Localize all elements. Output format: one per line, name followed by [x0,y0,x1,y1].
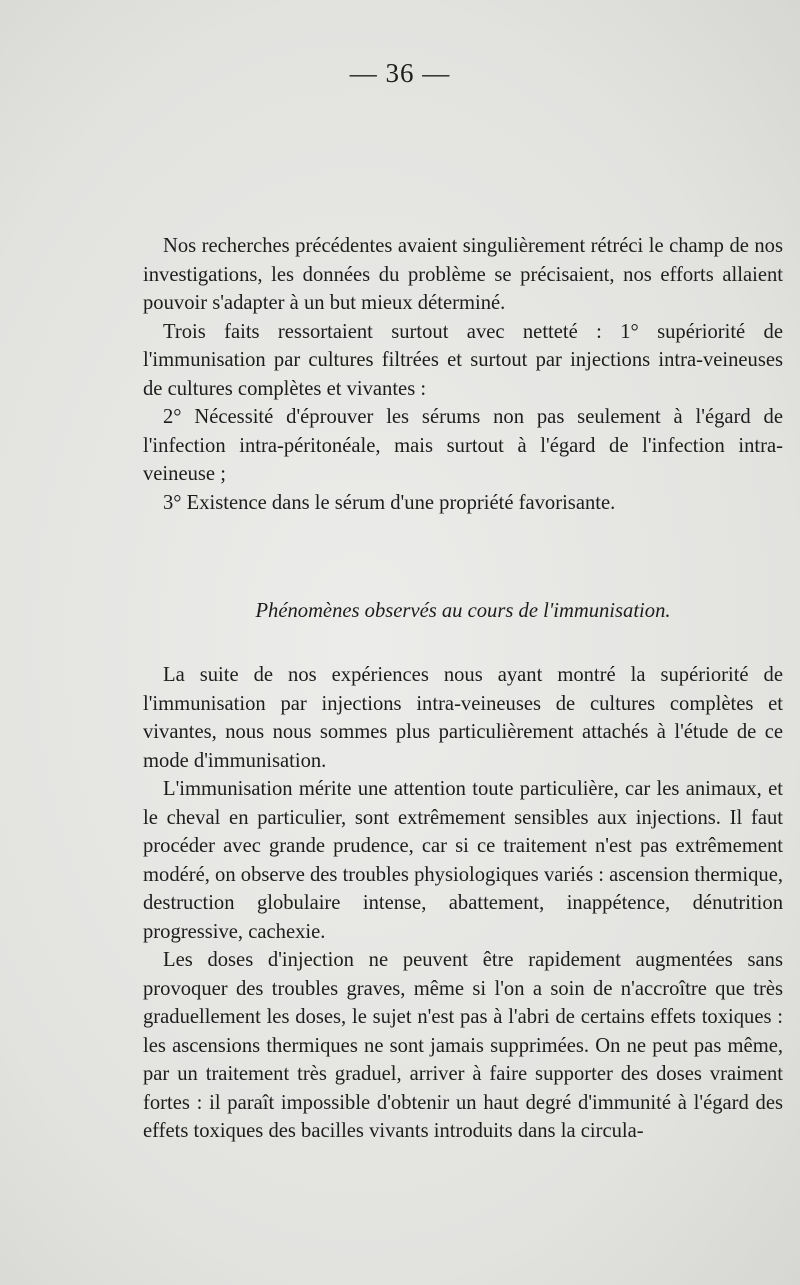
section-1-text [143,232,783,517]
paragraph: L'immunisation mérite une attention toute particulière, car les animaux, et le cheval en particulier, sont extrêmement sensibles aux injections. Il faut procéder avec grande prudence, car si ce traitement n'est pas extrêmement modéré, on observe des troubles physiologiques variés : ascension thermique, destruction globulaire intense, abattement, inappétence, dénutrition progressive, cachexie. [143,778,783,943]
paragraph: Trois faits ressortaient surtout avec netteté : 1° supériorité de l'immunisation par cultures filtrées et surtout par injections intra-veineuses de cultures complètes et vivantes : [143,320,783,400]
paragraph: Nos recherches précédentes avaient singulièrement rétréci le champ de nos investigations, les données du problème se précisaient, nos efforts allaient pouvoir s'adapter à un but mieux déterminé. [143,235,783,314]
paragraph: 2° Nécessité d'éprouver les sérums non pas seulement à l'égard de l'infection intra-péritonéale, mais surtout à l'égard de l'infection intra-veineuse ; [143,406,783,485]
section-heading: Phénomènes observés au cours de l'immunisation. [255,600,671,622]
section-2-text [143,661,783,1146]
page-number: — 36 — [349,58,451,88]
paragraph: La suite de nos expériences nous ayant montré la supériorité de l'immunisation par injections intra-veineuses de cultures complètes et vivantes, nous nous sommes plus particulièrement attachés à l'étude de ce mode d'immunisation. [143,664,783,772]
paragraph: 3° Existence dans le sérum d'une propriété favorisante. [163,491,616,514]
paragraph: Les doses d'injection ne peuvent être rapidement augmentées sans provoquer des troubles graves, même si l'on a soin de n'accroître que très graduellement les doses, le sujet n'est pas à l'abri de certains effets toxiques : les ascensions thermiques ne sont jamais supprimées. On ne peut pas même, par un traitement très graduel, arriver à faire supporter des doses vraiment fortes : il paraît impossible d'obtenir un haut degré d'immunité à l'égard des effets toxiques des bacilles vivants introduits dans la circula- [143,949,783,1142]
